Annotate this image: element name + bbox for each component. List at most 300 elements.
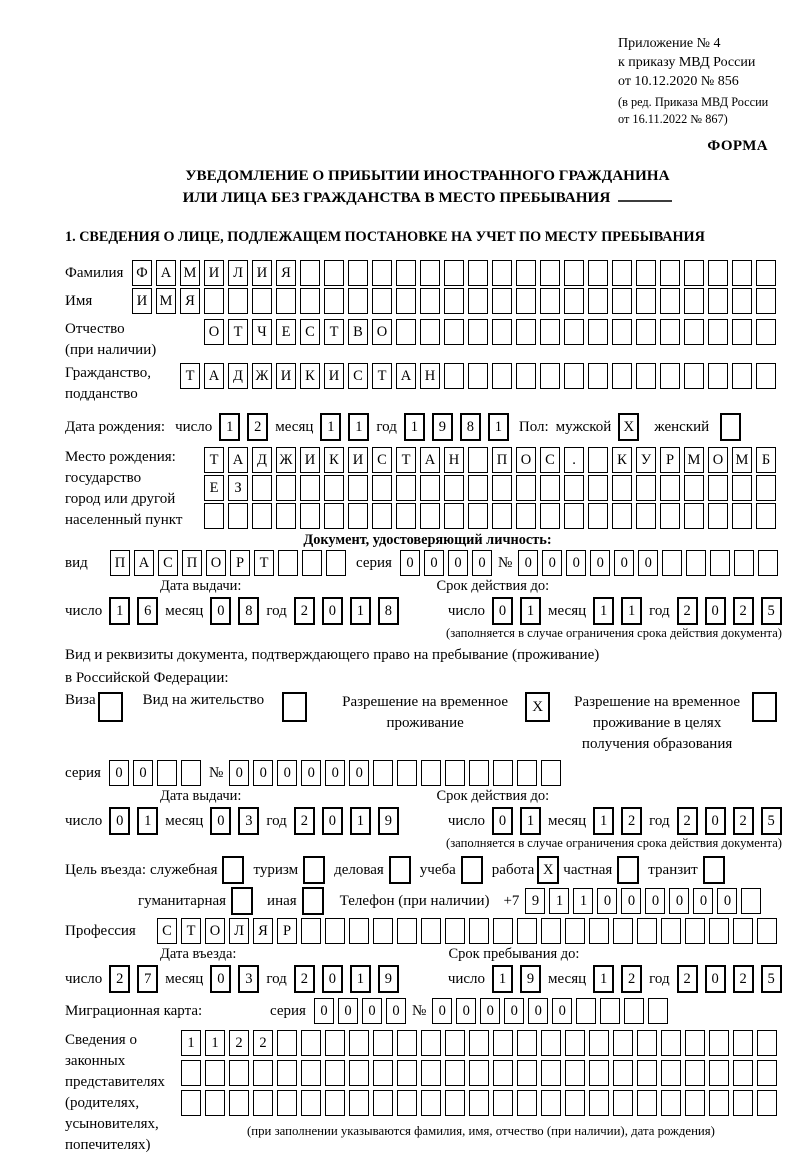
char-box[interactable]: [756, 319, 776, 345]
char-box[interactable]: 8: [238, 597, 259, 625]
char-box[interactable]: 0: [717, 888, 737, 914]
char-box[interactable]: [348, 475, 368, 501]
char-box[interactable]: 5: [761, 965, 782, 993]
char-box[interactable]: Д: [252, 447, 272, 473]
char-box[interactable]: Я: [180, 288, 200, 314]
char-box[interactable]: [636, 475, 656, 501]
char-box[interactable]: [709, 1090, 729, 1116]
char-box[interactable]: П: [182, 550, 202, 576]
char-box[interactable]: [444, 363, 464, 389]
char-box[interactable]: [757, 1060, 777, 1086]
char-box[interactable]: [588, 475, 608, 501]
char-box[interactable]: 0: [542, 550, 562, 576]
char-box[interactable]: [565, 1030, 585, 1056]
char-box[interactable]: Н: [444, 447, 464, 473]
char-box[interactable]: К: [612, 447, 632, 473]
char-box[interactable]: Л: [228, 260, 248, 286]
char-box[interactable]: [372, 503, 392, 529]
char-box[interactable]: [277, 1090, 297, 1116]
char-box[interactable]: [468, 319, 488, 345]
char-box[interactable]: [517, 760, 537, 786]
tourism-checkbox[interactable]: [303, 856, 325, 884]
char-box[interactable]: [588, 260, 608, 286]
char-box[interactable]: [540, 260, 560, 286]
char-box[interactable]: 2: [733, 965, 754, 993]
char-box[interactable]: О: [708, 447, 728, 473]
char-box[interactable]: И: [300, 447, 320, 473]
char-box[interactable]: [397, 1090, 417, 1116]
char-box[interactable]: Ч: [252, 319, 272, 345]
char-box[interactable]: 0: [638, 550, 658, 576]
char-box[interactable]: [564, 503, 584, 529]
char-box[interactable]: [541, 918, 561, 944]
char-box[interactable]: [637, 918, 657, 944]
char-box[interactable]: [613, 1090, 633, 1116]
char-box[interactable]: 0: [456, 998, 476, 1024]
char-box[interactable]: [396, 288, 416, 314]
char-box[interactable]: [636, 288, 656, 314]
char-box[interactable]: 0: [597, 888, 617, 914]
char-box[interactable]: [348, 503, 368, 529]
char-box[interactable]: И: [276, 363, 296, 389]
char-box[interactable]: [445, 1030, 465, 1056]
char-box[interactable]: [468, 260, 488, 286]
char-box[interactable]: С: [300, 319, 320, 345]
char-box[interactable]: В: [348, 319, 368, 345]
char-box[interactable]: 3: [238, 965, 259, 993]
char-box[interactable]: 2: [621, 807, 642, 835]
char-box[interactable]: 6: [137, 597, 158, 625]
char-box[interactable]: [758, 550, 778, 576]
char-box[interactable]: [468, 475, 488, 501]
char-box[interactable]: [301, 1030, 321, 1056]
char-box[interactable]: О: [205, 918, 225, 944]
business-checkbox[interactable]: [222, 856, 244, 884]
char-box[interactable]: [493, 1060, 513, 1086]
other-checkbox[interactable]: [302, 887, 324, 915]
char-box[interactable]: [576, 998, 596, 1024]
char-box[interactable]: [732, 260, 752, 286]
char-box[interactable]: [660, 475, 680, 501]
char-box[interactable]: 1: [350, 965, 371, 993]
char-box[interactable]: [492, 260, 512, 286]
char-box[interactable]: [733, 918, 753, 944]
char-box[interactable]: Ж: [252, 363, 272, 389]
char-box[interactable]: [445, 760, 465, 786]
char-box[interactable]: 0: [552, 998, 572, 1024]
char-box[interactable]: [397, 1030, 417, 1056]
char-box[interactable]: [492, 363, 512, 389]
char-box[interactable]: 2: [294, 807, 315, 835]
char-box[interactable]: [685, 1090, 705, 1116]
char-box[interactable]: 1: [621, 597, 642, 625]
char-box[interactable]: [372, 260, 392, 286]
char-box[interactable]: [732, 475, 752, 501]
char-box[interactable]: [661, 1060, 681, 1086]
char-box[interactable]: [421, 1090, 441, 1116]
char-box[interactable]: И: [204, 260, 224, 286]
char-box[interactable]: [445, 1090, 465, 1116]
char-box[interactable]: 0: [645, 888, 665, 914]
char-box[interactable]: [660, 319, 680, 345]
char-box[interactable]: 0: [693, 888, 713, 914]
char-box[interactable]: 0: [432, 998, 452, 1024]
residence-permit-checkbox[interactable]: [282, 692, 307, 722]
char-box[interactable]: [709, 1060, 729, 1086]
char-box[interactable]: [637, 1060, 657, 1086]
char-box[interactable]: 0: [492, 807, 513, 835]
female-checkbox[interactable]: [720, 413, 741, 441]
char-box[interactable]: [685, 1060, 705, 1086]
char-box[interactable]: [540, 503, 560, 529]
char-box[interactable]: [205, 1060, 225, 1086]
char-box[interactable]: 1: [593, 807, 614, 835]
char-box[interactable]: С: [540, 447, 560, 473]
char-box[interactable]: [660, 288, 680, 314]
char-box[interactable]: [421, 1060, 441, 1086]
char-box[interactable]: О: [516, 447, 536, 473]
char-box[interactable]: [636, 363, 656, 389]
char-box[interactable]: Т: [228, 319, 248, 345]
char-box[interactable]: [349, 1090, 369, 1116]
char-box[interactable]: [301, 1090, 321, 1116]
char-box[interactable]: М: [180, 260, 200, 286]
char-box[interactable]: [589, 1090, 609, 1116]
char-box[interactable]: 7: [137, 965, 158, 993]
char-box[interactable]: [565, 1060, 585, 1086]
char-box[interactable]: 0: [109, 760, 129, 786]
char-box[interactable]: 1: [350, 807, 371, 835]
char-box[interactable]: 2: [733, 807, 754, 835]
char-box[interactable]: 1: [492, 965, 513, 993]
char-box[interactable]: [541, 760, 561, 786]
char-box[interactable]: [756, 260, 776, 286]
char-box[interactable]: [300, 475, 320, 501]
char-box[interactable]: [624, 998, 644, 1024]
char-box[interactable]: [181, 760, 201, 786]
char-box[interactable]: [204, 503, 224, 529]
char-box[interactable]: [492, 475, 512, 501]
char-box[interactable]: [300, 503, 320, 529]
char-box[interactable]: 0: [705, 965, 726, 993]
char-box[interactable]: 0: [253, 760, 273, 786]
char-box[interactable]: 0: [277, 760, 297, 786]
char-box[interactable]: [228, 503, 248, 529]
char-box[interactable]: [444, 475, 464, 501]
char-box[interactable]: 3: [238, 807, 259, 835]
char-box[interactable]: И: [132, 288, 152, 314]
char-box[interactable]: [325, 1060, 345, 1086]
char-box[interactable]: Е: [204, 475, 224, 501]
char-box[interactable]: К: [324, 447, 344, 473]
char-box[interactable]: [541, 1090, 561, 1116]
char-box[interactable]: [636, 503, 656, 529]
char-box[interactable]: [301, 918, 321, 944]
char-box[interactable]: [588, 503, 608, 529]
char-box[interactable]: [181, 1090, 201, 1116]
char-box[interactable]: [396, 260, 416, 286]
char-box[interactable]: [541, 1030, 561, 1056]
char-box[interactable]: [756, 363, 776, 389]
char-box[interactable]: [540, 475, 560, 501]
char-box[interactable]: К: [300, 363, 320, 389]
char-box[interactable]: [684, 260, 704, 286]
char-box[interactable]: А: [420, 447, 440, 473]
char-box[interactable]: [517, 1030, 537, 1056]
char-box[interactable]: 0: [518, 550, 538, 576]
char-box[interactable]: 0: [322, 597, 343, 625]
char-box[interactable]: [564, 260, 584, 286]
char-box[interactable]: [710, 550, 730, 576]
char-box[interactable]: [589, 1060, 609, 1086]
char-box[interactable]: 0: [349, 760, 369, 786]
char-box[interactable]: [684, 288, 704, 314]
char-box[interactable]: 1: [520, 597, 541, 625]
char-box[interactable]: [229, 1060, 249, 1086]
char-box[interactable]: [588, 447, 608, 473]
char-box[interactable]: Р: [660, 447, 680, 473]
char-box[interactable]: [516, 503, 536, 529]
char-box[interactable]: [326, 550, 346, 576]
char-box[interactable]: И: [348, 447, 368, 473]
char-box[interactable]: [660, 503, 680, 529]
char-box[interactable]: 9: [378, 965, 399, 993]
char-box[interactable]: 0: [614, 550, 634, 576]
char-box[interactable]: [301, 1060, 321, 1086]
char-box[interactable]: 0: [109, 807, 130, 835]
char-box[interactable]: [468, 447, 488, 473]
char-box[interactable]: [741, 888, 761, 914]
char-box[interactable]: [708, 503, 728, 529]
char-box[interactable]: [684, 363, 704, 389]
char-box[interactable]: 0: [322, 965, 343, 993]
char-box[interactable]: [636, 260, 656, 286]
char-box[interactable]: [396, 503, 416, 529]
char-box[interactable]: 0: [566, 550, 586, 576]
char-box[interactable]: [253, 1060, 273, 1086]
char-box[interactable]: [589, 918, 609, 944]
char-box[interactable]: А: [156, 260, 176, 286]
char-box[interactable]: [444, 319, 464, 345]
char-box[interactable]: [278, 550, 298, 576]
char-box[interactable]: [492, 503, 512, 529]
char-box[interactable]: 9: [378, 807, 399, 835]
char-box[interactable]: Е: [276, 319, 296, 345]
char-box[interactable]: Т: [204, 447, 224, 473]
char-box[interactable]: [685, 918, 705, 944]
char-box[interactable]: [372, 475, 392, 501]
char-box[interactable]: [228, 288, 248, 314]
char-box[interactable]: 9: [525, 888, 545, 914]
char-box[interactable]: П: [492, 447, 512, 473]
char-box[interactable]: [660, 260, 680, 286]
char-box[interactable]: [636, 319, 656, 345]
char-box[interactable]: [517, 1090, 537, 1116]
char-box[interactable]: [349, 918, 369, 944]
char-box[interactable]: [300, 260, 320, 286]
char-box[interactable]: 0: [210, 597, 231, 625]
char-box[interactable]: [757, 1030, 777, 1056]
char-box[interactable]: [517, 918, 537, 944]
char-box[interactable]: 0: [480, 998, 500, 1024]
char-box[interactable]: [252, 475, 272, 501]
char-box[interactable]: 0: [325, 760, 345, 786]
char-box[interactable]: 0: [229, 760, 249, 786]
char-box[interactable]: 0: [400, 550, 420, 576]
char-box[interactable]: [660, 363, 680, 389]
char-box[interactable]: [396, 319, 416, 345]
char-box[interactable]: И: [252, 260, 272, 286]
char-box[interactable]: [205, 1090, 225, 1116]
char-box[interactable]: [325, 1030, 345, 1056]
char-box[interactable]: Б: [756, 447, 776, 473]
char-box[interactable]: [733, 1090, 753, 1116]
char-box[interactable]: [469, 918, 489, 944]
char-box[interactable]: 0: [386, 998, 406, 1024]
char-box[interactable]: [420, 288, 440, 314]
char-box[interactable]: М: [732, 447, 752, 473]
char-box[interactable]: Т: [180, 363, 200, 389]
char-box[interactable]: [564, 363, 584, 389]
char-box[interactable]: [661, 1030, 681, 1056]
char-box[interactable]: 0: [362, 998, 382, 1024]
char-box[interactable]: [684, 475, 704, 501]
char-box[interactable]: [733, 1030, 753, 1056]
char-box[interactable]: [637, 1090, 657, 1116]
char-box[interactable]: [588, 363, 608, 389]
char-box[interactable]: [300, 288, 320, 314]
char-box[interactable]: С: [348, 363, 368, 389]
char-box[interactable]: [445, 918, 465, 944]
char-box[interactable]: [637, 1030, 657, 1056]
char-box[interactable]: [612, 475, 632, 501]
char-box[interactable]: [734, 550, 754, 576]
char-box[interactable]: [277, 1060, 297, 1086]
char-box[interactable]: [420, 319, 440, 345]
char-box[interactable]: 1: [593, 965, 614, 993]
char-box[interactable]: [181, 1060, 201, 1086]
char-box[interactable]: Т: [396, 447, 416, 473]
char-box[interactable]: [612, 363, 632, 389]
char-box[interactable]: М: [684, 447, 704, 473]
char-box[interactable]: [708, 319, 728, 345]
char-box[interactable]: [564, 288, 584, 314]
char-box[interactable]: А: [204, 363, 224, 389]
char-box[interactable]: 1: [488, 413, 509, 441]
char-box[interactable]: [325, 918, 345, 944]
char-box[interactable]: [420, 503, 440, 529]
char-box[interactable]: 2: [733, 597, 754, 625]
char-box[interactable]: Т: [324, 319, 344, 345]
char-box[interactable]: [733, 1060, 753, 1086]
char-box[interactable]: [373, 1060, 393, 1086]
char-box[interactable]: 0: [314, 998, 334, 1024]
char-box[interactable]: [540, 288, 560, 314]
char-box[interactable]: 2: [229, 1030, 249, 1056]
char-box[interactable]: 1: [593, 597, 614, 625]
char-box[interactable]: [684, 319, 704, 345]
char-box[interactable]: [708, 475, 728, 501]
char-box[interactable]: [709, 918, 729, 944]
char-box[interactable]: [756, 475, 776, 501]
char-box[interactable]: 0: [528, 998, 548, 1024]
char-box[interactable]: [589, 1030, 609, 1056]
char-box[interactable]: [732, 288, 752, 314]
char-box[interactable]: [732, 503, 752, 529]
char-box[interactable]: Т: [254, 550, 274, 576]
char-box[interactable]: 2: [247, 413, 268, 441]
char-box[interactable]: Я: [253, 918, 273, 944]
char-box[interactable]: [613, 918, 633, 944]
char-box[interactable]: [493, 1090, 513, 1116]
char-box[interactable]: Р: [277, 918, 297, 944]
char-box[interactable]: [373, 1090, 393, 1116]
char-box[interactable]: .: [564, 447, 584, 473]
work-checkbox[interactable]: X: [537, 856, 559, 884]
char-box[interactable]: 9: [520, 965, 541, 993]
char-box[interactable]: [661, 918, 681, 944]
char-box[interactable]: [421, 1030, 441, 1056]
char-box[interactable]: 2: [621, 965, 642, 993]
char-box[interactable]: С: [157, 918, 177, 944]
char-box[interactable]: [204, 288, 224, 314]
char-box[interactable]: О: [372, 319, 392, 345]
male-checkbox[interactable]: X: [618, 413, 639, 441]
study-checkbox[interactable]: [461, 856, 483, 884]
char-box[interactable]: [661, 1090, 681, 1116]
char-box[interactable]: [469, 1060, 489, 1086]
char-box[interactable]: [565, 918, 585, 944]
char-box[interactable]: 2: [677, 965, 698, 993]
char-box[interactable]: Т: [181, 918, 201, 944]
char-box[interactable]: [493, 1030, 513, 1056]
char-box[interactable]: 1: [205, 1030, 225, 1056]
char-box[interactable]: [397, 760, 417, 786]
visa-checkbox[interactable]: [98, 692, 123, 722]
char-box[interactable]: 1: [520, 807, 541, 835]
char-box[interactable]: [757, 1090, 777, 1116]
transit-checkbox[interactable]: [703, 856, 725, 884]
char-box[interactable]: [708, 288, 728, 314]
char-box[interactable]: [324, 475, 344, 501]
char-box[interactable]: С: [372, 447, 392, 473]
char-box[interactable]: [349, 1060, 369, 1086]
char-box[interactable]: 0: [424, 550, 444, 576]
char-box[interactable]: [469, 1090, 489, 1116]
char-box[interactable]: [420, 475, 440, 501]
private-checkbox[interactable]: [617, 856, 639, 884]
char-box[interactable]: [756, 503, 776, 529]
temp-residence-edu-checkbox[interactable]: [752, 692, 777, 722]
char-box[interactable]: 8: [460, 413, 481, 441]
char-box[interactable]: [708, 260, 728, 286]
char-box[interactable]: 0: [338, 998, 358, 1024]
char-box[interactable]: [686, 550, 706, 576]
char-box[interactable]: 5: [761, 597, 782, 625]
char-box[interactable]: [516, 260, 536, 286]
char-box[interactable]: [444, 503, 464, 529]
char-box[interactable]: 1: [549, 888, 569, 914]
char-box[interactable]: 8: [378, 597, 399, 625]
char-box[interactable]: [276, 288, 296, 314]
char-box[interactable]: [324, 503, 344, 529]
char-box[interactable]: [252, 503, 272, 529]
char-box[interactable]: 0: [621, 888, 641, 914]
char-box[interactable]: 1: [137, 807, 158, 835]
char-box[interactable]: 2: [294, 965, 315, 993]
char-box[interactable]: [662, 550, 682, 576]
char-box[interactable]: 1: [219, 413, 240, 441]
